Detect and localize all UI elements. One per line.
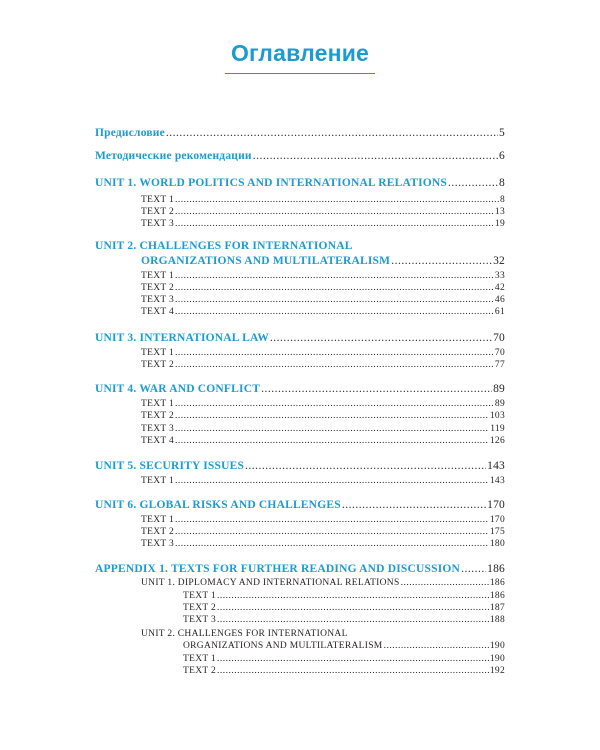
toc-text-label: TEXT 1: [183, 591, 217, 601]
toc-text-label: TEXT 1: [141, 348, 175, 358]
toc-text-label: UNIT 1. DIPLOMACY AND INTERNATIONAL RELATIONS: [141, 578, 400, 588]
toc-text-label: TEXT 1: [183, 654, 217, 664]
toc-text-page: 192: [489, 666, 505, 676]
toc-entry-label: UNIT 1. WORLD POLITICS AND INTERNATIONAL RELATIONS: [95, 177, 447, 189]
toc-text-page: 19: [494, 219, 505, 229]
toc-text-label: TEXT 1: [141, 399, 175, 409]
leader-dots: [175, 271, 494, 281]
toc-text-page: 77: [494, 360, 505, 370]
toc-entry-page: 8: [499, 177, 505, 189]
toc-text-entry[interactable]: [141, 283, 505, 293]
toc-text-label: TEXT 2: [141, 411, 175, 421]
leader-dots: [175, 436, 489, 446]
toc-text-page: 42: [494, 283, 505, 293]
toc-entry-unit-3[interactable]: [95, 332, 505, 344]
toc-entry-page: 6: [499, 150, 505, 162]
toc-text-page: 89: [494, 399, 505, 409]
leader-dots: [175, 283, 494, 293]
toc-text-page: 190: [489, 641, 505, 651]
toc-text-entry[interactable]: [183, 591, 505, 601]
leader-dots: [175, 195, 499, 205]
page-title: Оглавление: [225, 40, 375, 74]
toc-text-page: 190: [489, 654, 505, 664]
toc-text-entry[interactable]: [141, 348, 505, 358]
toc-text-entry[interactable]: [141, 539, 505, 549]
toc-text-entry[interactable]: [141, 527, 505, 537]
toc-text-entry[interactable]: [183, 603, 505, 613]
toc-text-label: TEXT 2: [183, 666, 217, 676]
leader-dots: [175, 411, 489, 421]
toc-text-label: TEXT 2: [141, 283, 175, 293]
toc-appendix-unit-2[interactable]: [183, 641, 505, 651]
toc-entry-label: UNIT 6. GLOBAL RISKS AND CHALLENGES: [95, 499, 341, 511]
leader-dots: [175, 307, 494, 317]
toc-text-page: 126: [489, 436, 505, 446]
toc-text-entry[interactable]: [141, 195, 505, 205]
leader-dots: [448, 177, 498, 189]
leader-dots: [175, 515, 489, 525]
toc-text-page: 186: [489, 591, 505, 601]
toc-text-entry[interactable]: [141, 360, 505, 370]
toc-text-label: TEXT 1: [141, 515, 175, 525]
leader-dots: [217, 666, 489, 676]
toc-entry-unit-2[interactable]: [141, 255, 505, 267]
leader-dots: [461, 563, 486, 575]
toc-entry-label: UNIT 4. WAR AND CONFLICT: [95, 383, 261, 395]
leader-dots: [175, 476, 489, 486]
toc-text-page: 180: [489, 539, 505, 549]
toc-text-entry[interactable]: [141, 307, 505, 317]
toc-text-entry[interactable]: [141, 436, 505, 446]
toc-text-entry[interactable]: [183, 654, 505, 664]
toc-text-label: TEXT 3: [141, 539, 175, 549]
toc-text-page: 187: [489, 603, 505, 613]
leader-dots: [270, 332, 492, 344]
toc-text-page: 175: [489, 527, 505, 537]
leader-dots: [261, 383, 492, 395]
toc-text-page: 103: [489, 411, 505, 421]
toc-entry-label: ORGANIZATIONS AND MULTILATERALISM: [141, 255, 391, 267]
leader-dots: [401, 578, 489, 588]
toc-text-page: 188: [489, 615, 505, 625]
leader-dots: [391, 255, 492, 267]
toc-entry-page: 32: [493, 255, 505, 267]
toc-text-entry[interactable]: [183, 615, 505, 625]
toc-text-entry[interactable]: [183, 666, 505, 676]
leader-dots: [217, 603, 489, 613]
toc-text-label: TEXT 2: [183, 603, 217, 613]
toc-text-label: TEXT 1: [141, 271, 175, 281]
toc-text-page: 46: [494, 295, 505, 305]
toc-entry-page: 5: [499, 127, 505, 139]
toc-text-label: TEXT 4: [141, 436, 175, 446]
leader-dots: [175, 399, 494, 409]
toc-text-entry[interactable]: [141, 295, 505, 305]
toc-entry-page: 170: [487, 499, 505, 511]
toc-entry-label: APPENDIX 1. TEXTS FOR FURTHER READING AND DISCUSSION: [95, 563, 461, 575]
toc-text-entry[interactable]: [141, 271, 505, 281]
leader-dots: [253, 150, 498, 162]
toc-text-entry[interactable]: [141, 399, 505, 409]
toc-text-label: TEXT 3: [141, 219, 175, 229]
toc-text-entry[interactable]: [141, 515, 505, 525]
leader-dots: [166, 127, 498, 139]
toc-text-label: TEXT 3: [141, 295, 175, 305]
toc-text-label: TEXT 4: [141, 307, 175, 317]
toc-text-page: 119: [490, 424, 505, 434]
leader-dots: [175, 219, 494, 229]
toc-text-label: TEXT 3: [141, 424, 175, 434]
toc-entry-unit-6[interactable]: [95, 499, 505, 511]
toc-text-entry[interactable]: [141, 219, 505, 229]
toc-entry-method[interactable]: [95, 150, 505, 162]
toc-text-page: 186: [489, 578, 505, 588]
toc-text-label: TEXT 1: [141, 195, 175, 205]
toc-text-page: 61: [494, 307, 505, 317]
toc-text-page: 70: [494, 348, 505, 358]
leader-dots: [175, 348, 494, 358]
toc-entry-label: Предисловие: [95, 127, 165, 139]
leader-dots: [217, 615, 489, 625]
leader-dots: [217, 654, 489, 664]
leader-dots: [175, 527, 489, 537]
toc-entry-unit-5[interactable]: [95, 460, 505, 472]
leader-dots: [217, 591, 489, 601]
toc-text-label: TEXT 2: [141, 207, 175, 217]
toc-entry-unit-1[interactable]: [95, 177, 505, 189]
leader-dots: [175, 424, 489, 434]
toc-text-entry[interactable]: [141, 424, 505, 434]
toc-entry-appendix-1[interactable]: [95, 563, 505, 575]
leader-dots: [384, 641, 489, 651]
leader-dots: [175, 207, 494, 217]
leader-dots: [175, 539, 489, 549]
toc-entry-label: UNIT 5. SECURITY ISSUES: [95, 460, 245, 472]
toc-text-entry[interactable]: [141, 476, 505, 486]
toc-text-page: 8: [499, 195, 505, 205]
toc-text-page: 33: [494, 271, 505, 281]
toc-text-label: TEXT 1: [141, 476, 175, 486]
toc-text-entry[interactable]: [141, 411, 505, 421]
leader-dots: [342, 499, 486, 511]
toc-entry-label: UNIT 3. INTERNATIONAL LAW: [95, 332, 269, 344]
toc-entry-page: 89: [493, 383, 505, 395]
toc-appendix-unit-2-line1[interactable]: UNIT 2. CHALLENGES FOR INTERNATIONAL: [141, 629, 348, 639]
toc-text-label: TEXT 2: [141, 527, 175, 537]
toc-text-page: 143: [489, 476, 505, 486]
toc-text-entry[interactable]: [141, 207, 505, 217]
toc-entry-unit-2-line1[interactable]: UNIT 2. CHALLENGES FOR INTERNATIONAL: [95, 240, 353, 252]
leader-dots: [245, 460, 486, 472]
toc-entry-page: 186: [487, 563, 505, 575]
toc-text-page: 13: [494, 207, 505, 217]
toc-appendix-unit-1[interactable]: [141, 578, 505, 588]
toc-entry-preface[interactable]: [95, 127, 505, 139]
toc-text-label: TEXT 2: [141, 360, 175, 370]
toc-text-label: TEXT 3: [183, 615, 217, 625]
toc-text-label: ORGANIZATIONS AND MULTILATERALISM: [183, 641, 383, 651]
toc-entry-label: Методические рекомендации: [95, 150, 252, 162]
toc-entry-unit-4[interactable]: [95, 383, 505, 395]
leader-dots: [175, 360, 494, 370]
toc-text-page: 170: [489, 515, 505, 525]
toc-entry-page: 70: [493, 332, 505, 344]
toc-entry-page: 143: [487, 460, 505, 472]
leader-dots: [175, 295, 494, 305]
